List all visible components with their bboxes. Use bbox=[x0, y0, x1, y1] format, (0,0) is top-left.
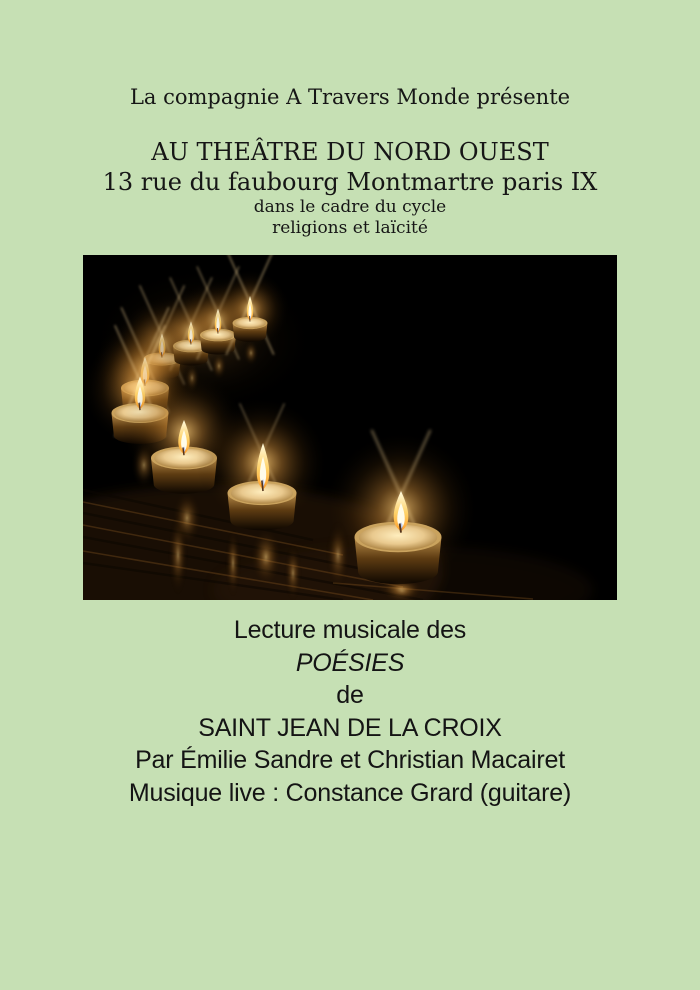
event-intro-line: Lecture musicale des bbox=[233, 616, 467, 644]
event-author: SAINT JEAN DE LA CROIX bbox=[198, 713, 502, 742]
tealight-candles-photo bbox=[83, 255, 617, 600]
address-line: 13 rue du faubourg Montmartre paris IX bbox=[102, 168, 598, 196]
presenter-line: La compagnie A Travers Monde présente bbox=[129, 85, 571, 109]
event-preposition: de bbox=[336, 681, 364, 709]
event-performers: Par Émilie Sandre et Christian Macairet bbox=[135, 746, 565, 774]
venue-line: AU THEÂTRE DU NORD OUEST bbox=[151, 138, 549, 166]
candles-illustration bbox=[83, 255, 617, 600]
event-description-block bbox=[0, 614, 700, 809]
cycle-intro-line: dans le cadre du cycle bbox=[253, 197, 447, 217]
event-music-line: Musique live : Constance Grard (guitare) bbox=[128, 778, 572, 807]
cycle-name-line: religions et laïcité bbox=[272, 218, 428, 238]
event-title: POÉSIES bbox=[295, 648, 405, 677]
